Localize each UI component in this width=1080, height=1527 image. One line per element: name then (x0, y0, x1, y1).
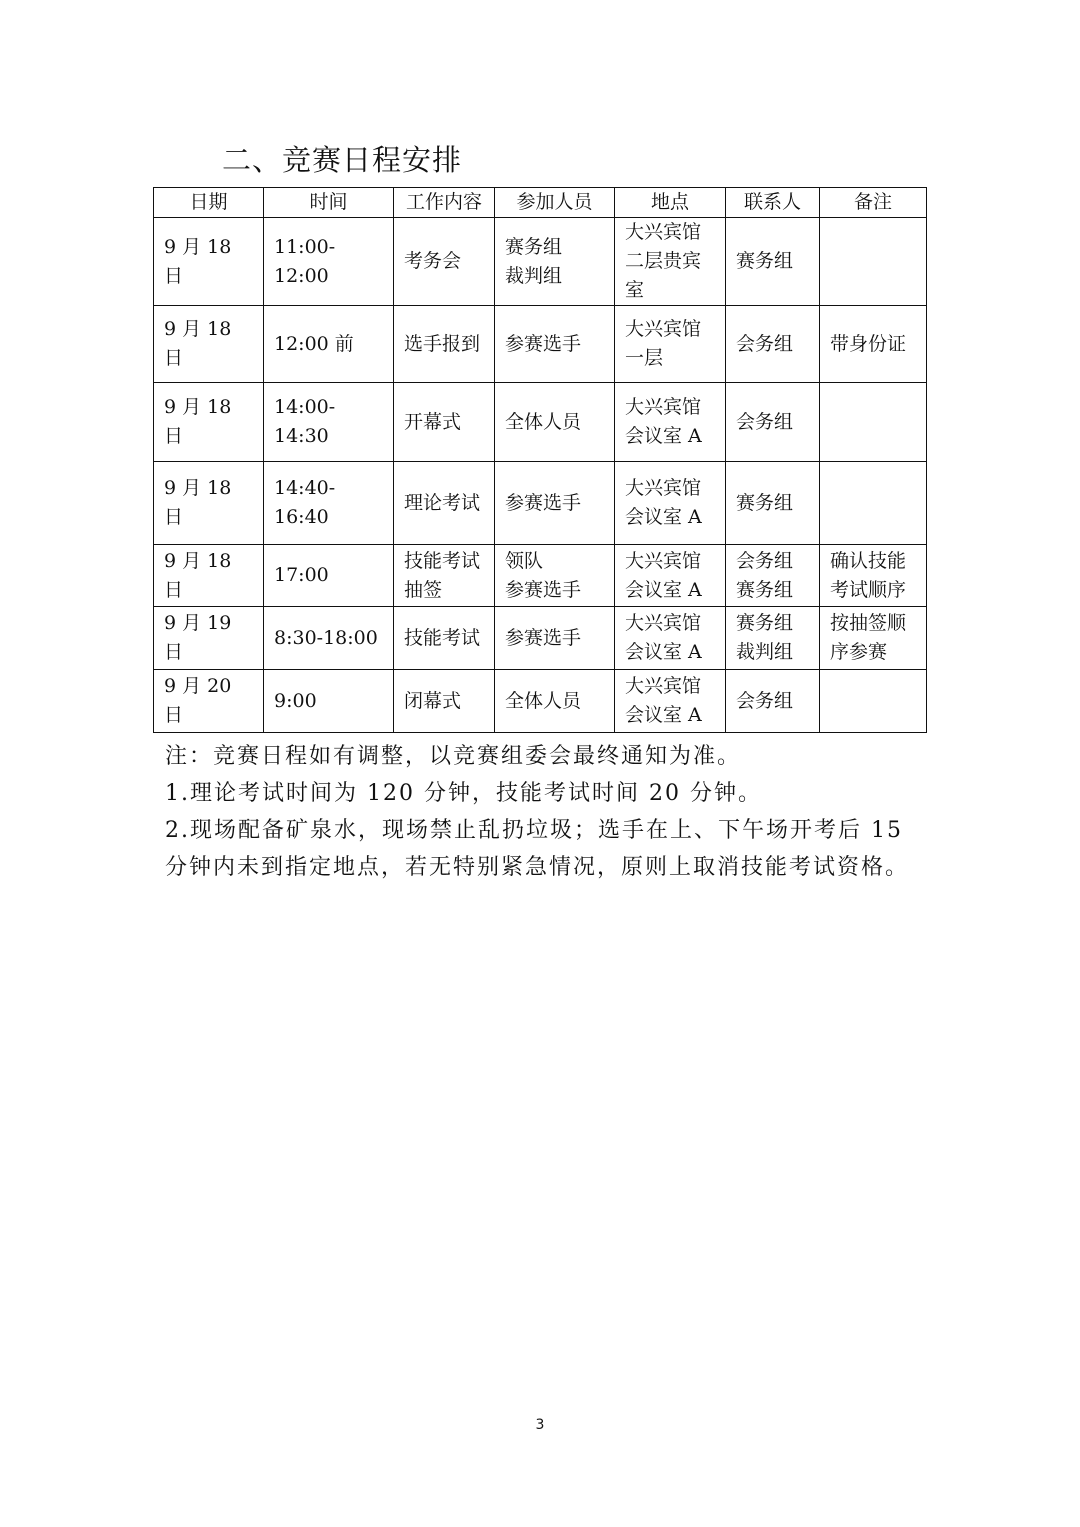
header-remarks: 备注 (820, 188, 927, 218)
cell-contact: 会务组 (726, 383, 820, 462)
cell-time: 14:40-16:40 (264, 462, 394, 545)
page-number: 3 (535, 1417, 545, 1433)
cell-time: 11:00-12:00 (264, 218, 394, 306)
cell-location: 大兴宾馆 二层贵宾 室 (615, 218, 726, 306)
cell-task: 考务会 (394, 218, 495, 306)
cell-contact: 赛务组 (726, 462, 820, 545)
cell-contact: 会务组 (726, 670, 820, 733)
cell-contact: 赛务组 (726, 218, 820, 306)
header-contact: 联系人 (726, 188, 820, 218)
header-time: 时间 (264, 188, 394, 218)
cell-participants: 全体人员 (495, 670, 615, 733)
table-header-row (154, 188, 927, 218)
header-task: 工作内容 (394, 188, 495, 218)
table-row (154, 306, 927, 383)
cell-task: 技能考试 (394, 607, 495, 670)
cell-task: 开幕式 (394, 383, 495, 462)
table-row (154, 607, 927, 670)
cell-remarks (820, 218, 927, 306)
cell-time: 17:00 (264, 545, 394, 607)
cell-date: 9 月 18 日 (154, 545, 264, 607)
cell-contact: 会务组 赛务组 (726, 545, 820, 607)
cell-location: 大兴宾馆 会议室 A (615, 383, 726, 462)
cell-remarks: 带身份证 (820, 306, 927, 383)
cell-remarks (820, 383, 927, 462)
notes-section (165, 738, 925, 886)
cell-remarks (820, 462, 927, 545)
cell-task: 选手报到 (394, 306, 495, 383)
header-participants: 参加人员 (495, 188, 615, 218)
cell-location: 大兴宾馆 会议室 A (615, 607, 726, 670)
cell-participants: 全体人员 (495, 383, 615, 462)
cell-participants: 参赛选手 (495, 607, 615, 670)
header-date: 日期 (154, 188, 264, 218)
cell-contact: 会务组 (726, 306, 820, 383)
cell-remarks (820, 670, 927, 733)
cell-date: 9 月 18 日 (154, 383, 264, 462)
table-row (154, 462, 927, 545)
note-1: 1.理论考试时间为 120 分钟，技能考试时间 20 分钟。 (165, 781, 762, 806)
cell-time: 14:00-14:30 (264, 383, 394, 462)
note-2: 2.现场配备矿泉水，现场禁止乱扔垃圾；选手在上、下午场开考后 15 分钟内未到指定地点，若无特别紧急情况，原则上取消技能考试资格。 (165, 818, 910, 880)
cell-time: 12:00 前 (264, 306, 394, 383)
cell-date: 9 月 18 日 (154, 462, 264, 545)
note-main: 注：竞赛日程如有调整，以竞赛组委会最终通知为准。 (165, 744, 742, 769)
cell-participants: 参赛选手 (495, 462, 615, 545)
cell-task: 闭幕式 (394, 670, 495, 733)
cell-location: 大兴宾馆 会议室 A (615, 670, 726, 733)
table-row (154, 670, 927, 733)
cell-participants: 赛务组 裁判组 (495, 218, 615, 306)
cell-participants: 领队 参赛选手 (495, 545, 615, 607)
cell-date: 9 月 18 日 (154, 306, 264, 383)
cell-participants: 参赛选手 (495, 306, 615, 383)
cell-location: 大兴宾馆 会议室 A (615, 545, 726, 607)
cell-time: 8:30-18:00 (264, 607, 394, 670)
header-location: 地点 (615, 188, 726, 218)
cell-date: 9 月 20 日 (154, 670, 264, 733)
cell-date: 9 月 18 日 (154, 218, 264, 306)
cell-remarks: 确认技能 考试顺序 (820, 545, 927, 607)
table-row (154, 383, 927, 462)
table-row (154, 218, 927, 306)
schedule-table (153, 187, 927, 733)
cell-location: 大兴宾馆 一层 (615, 306, 726, 383)
cell-task: 理论考试 (394, 462, 495, 545)
cell-time: 9:00 (264, 670, 394, 733)
cell-task: 技能考试 抽签 (394, 545, 495, 607)
cell-date: 9 月 19 日 (154, 607, 264, 670)
table-row (154, 545, 927, 607)
cell-remarks: 按抽签顺 序参赛 (820, 607, 927, 670)
section-title: 二、竞赛日程安排 (222, 143, 463, 177)
cell-location: 大兴宾馆 会议室 A (615, 462, 726, 545)
cell-contact: 赛务组 裁判组 (726, 607, 820, 670)
